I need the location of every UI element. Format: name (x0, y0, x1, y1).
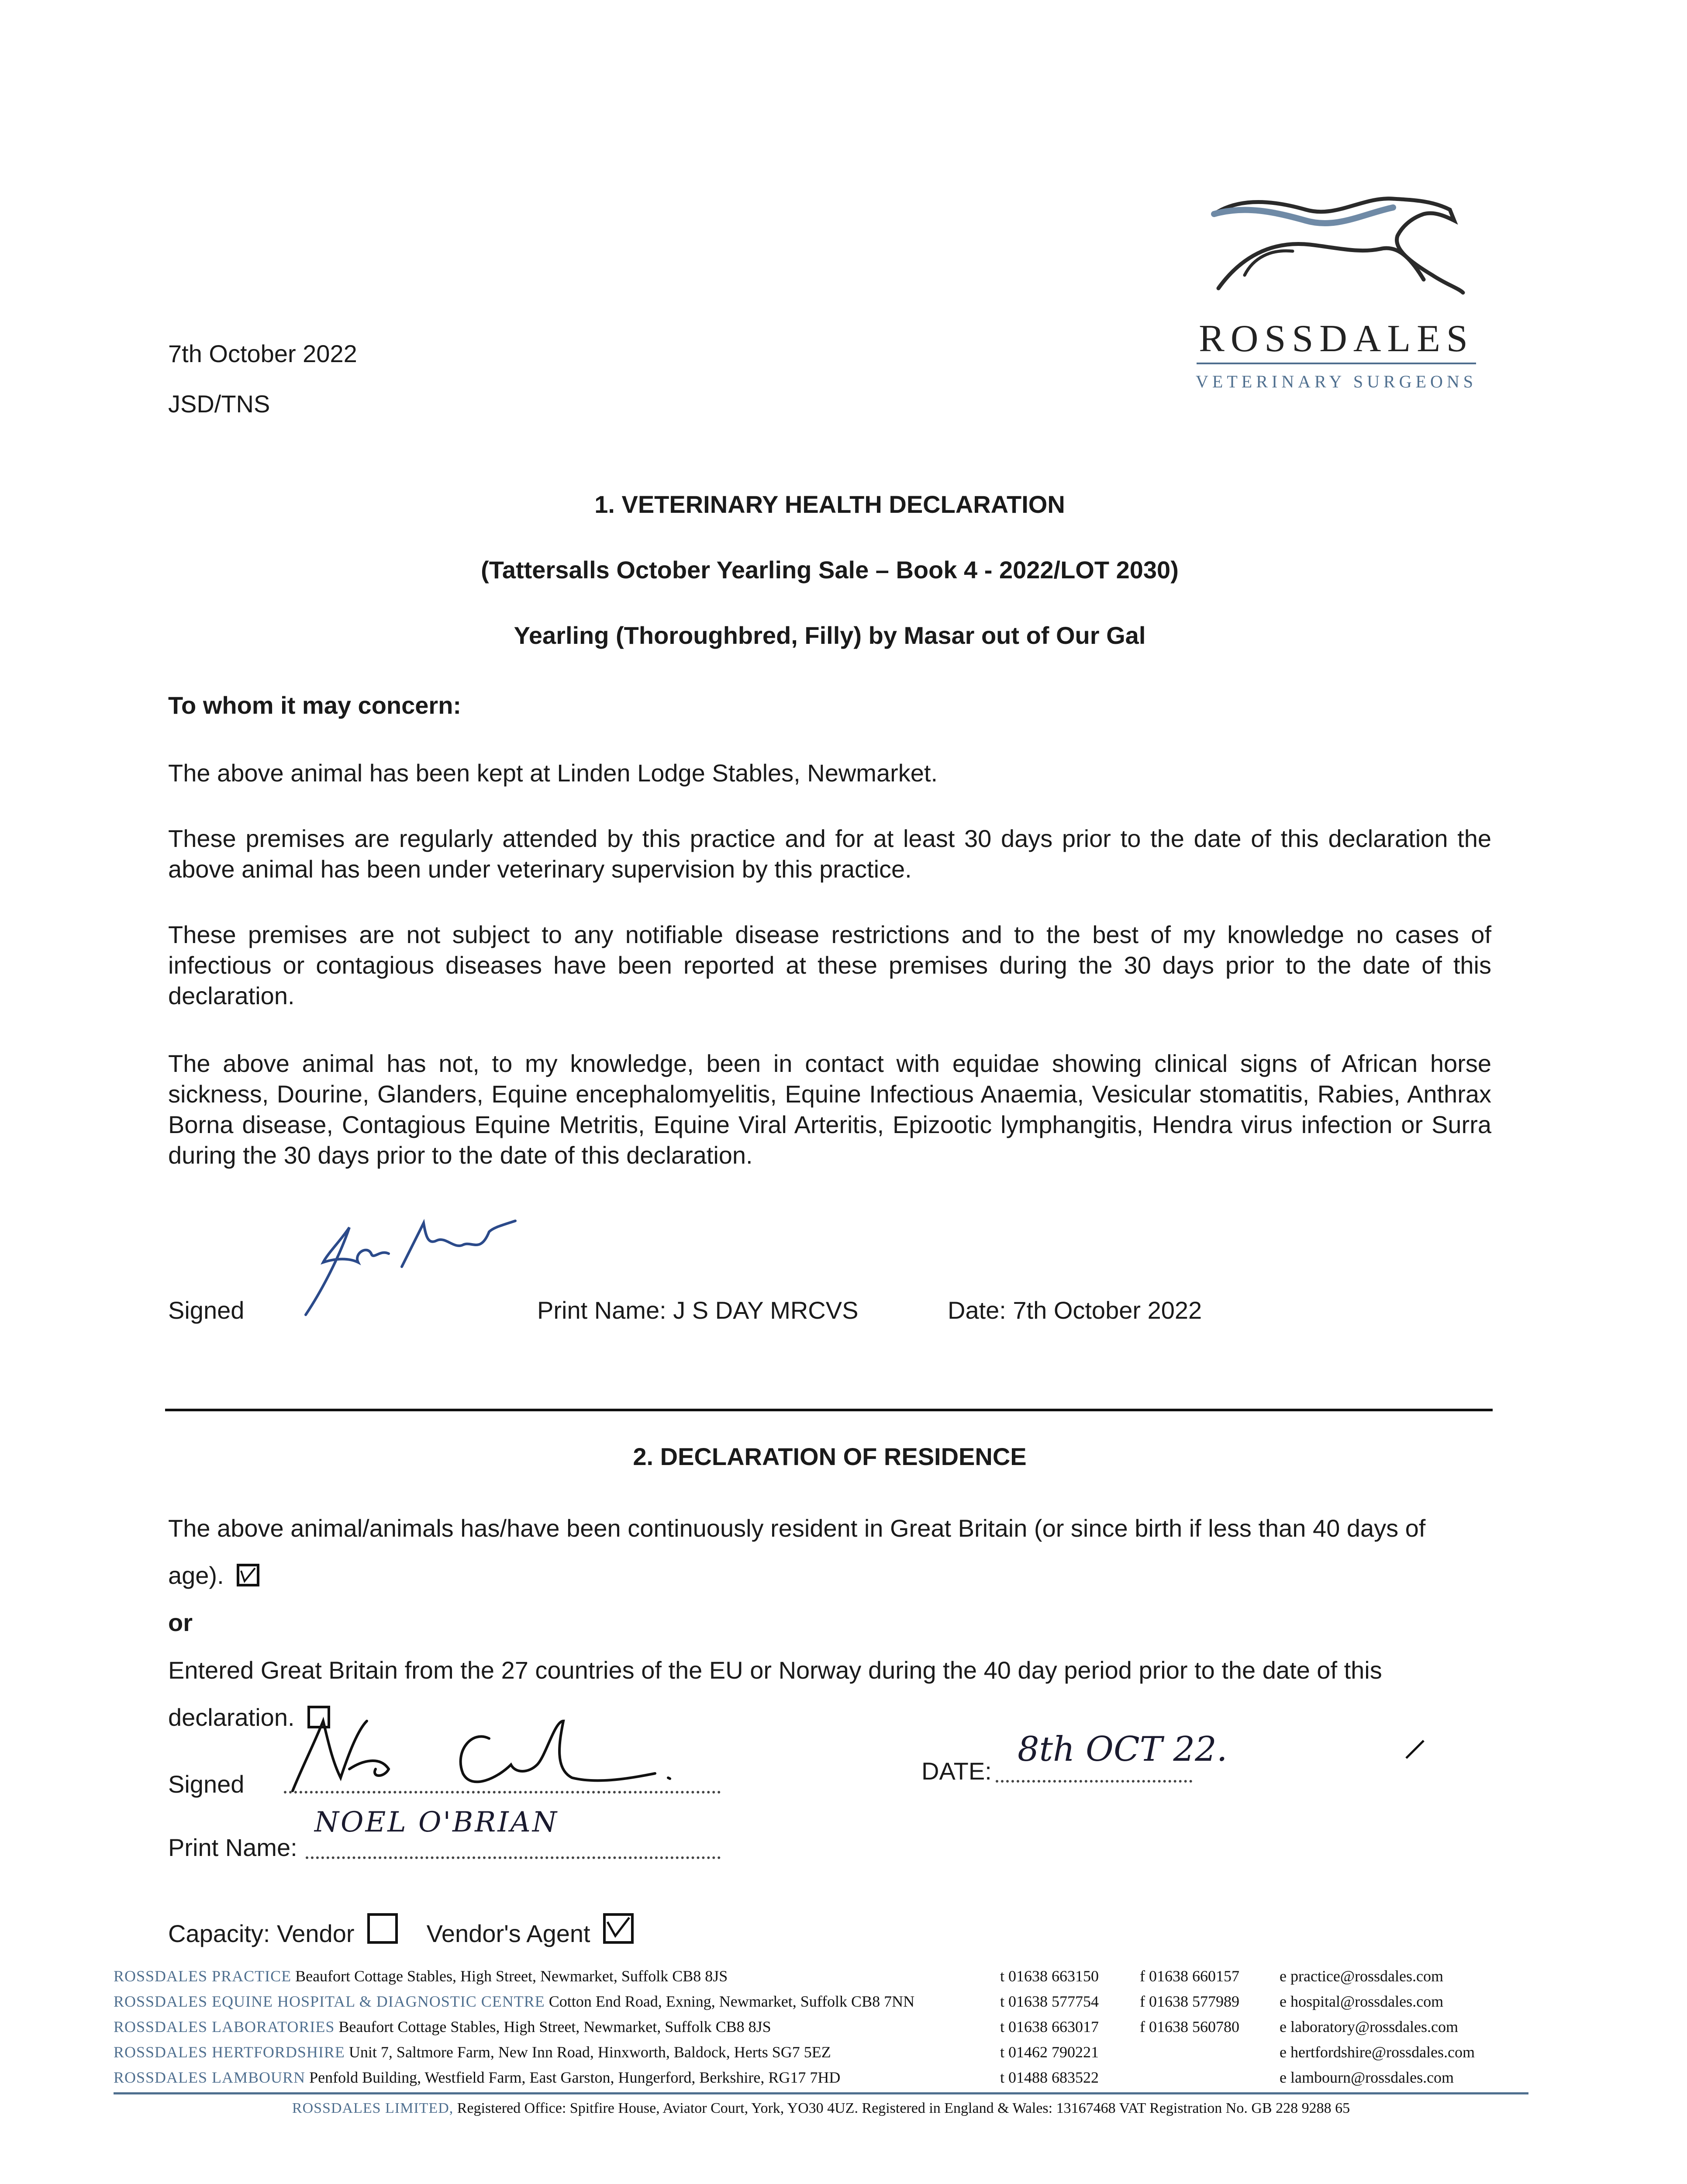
footer-branch-row: ROSSDALES PRACTICE Beaufort Cottage Stables, High Street, Newmarket, Suffolk CB8 8JS t 01638 663150 f 01638 660157 e practice@rossdales.com (114, 1963, 1555, 1989)
footer-branch-row: ROSSDALES LAMBOURN Penfold Building, Westfield Farm, East Garston, Hungerford, Berkshire, RG17 7HD t 01488 683522 e lambourn@rossdales.com (114, 2065, 1555, 2090)
footer-branch-row: ROSSDALES LABORATORIES Beaufort Cottage Stables, High Street, Newmarket, Suffolk CB8 8JS t 01638 663017 f 01638 560780 e laboratory@rossdales.com (114, 2014, 1555, 2039)
footer-branch-row: ROSSDALES HERTFORDSHIRE Unit 7, Saltmore Farm, New Inn Road, Hinxworth, Baldock, Herts SG7 5EZ t 01462 790221 e hertfordshire@rossdales.com (114, 2039, 1555, 2065)
checkmark-icon (239, 1566, 257, 1584)
signed-label: Signed (168, 1296, 245, 1324)
residence-signed-label: Signed (168, 1770, 245, 1798)
residence-option2-text: Entered Great Britain from the 27 countries of the EU or Norway during the 40 day period prior to the date of this declaration. (168, 1656, 1382, 1731)
laboratory-email-link[interactable]: e laboratory@rossdales.com (1280, 2018, 1459, 2035)
hospital-email-link[interactable]: e hospital@rossdales.com (1280, 1993, 1444, 2010)
footer-registered: ROSSDALES LIMITED, Registered Office: Spitfire House, Aviator Court, York, YO30 4UZ. Registered in England & Wales: 13167468 VAT Registration No. GB 228 9288 65 (292, 2100, 1350, 2116)
letter-date: 7th October 2022 (168, 340, 357, 367)
stray-pen-mark (1402, 1736, 1428, 1762)
paragraph-supervision: These premises are regularly attended by this practice and for at least 30 days prior to the date of this declaration the above animal has been under veterinary supervision by this practice. (168, 825, 1491, 883)
residence-option1-text: The above animal/animals has/have been continuously resident in Great Britain (or since birth if less than 40 days of age). (168, 1514, 1426, 1589)
letter-reference: JSD/TNS (168, 390, 270, 418)
footer-branches (114, 1963, 1555, 2090)
vet-signature (297, 1214, 524, 1328)
capacity-vendor-label: Capacity: Vendor (168, 1920, 355, 1947)
residence-date-handwritten: 8th OCT 22. (1018, 1730, 1228, 1769)
salutation: To whom it may concern: (168, 691, 462, 719)
lambourn-email-link[interactable]: e lambourn@rossdales.com (1280, 2069, 1454, 2086)
residence-print-name-line (306, 1856, 721, 1859)
paragraph-contact: The above animal has not, to my knowledge, been in contact with equidae showing clinical signs of African horse sickness, Dourine, Glanders, Equine encephalomyelitis, Equine Infectious Anaemia, Vesicular stomatitis, Rabies, Anthrax Borna disease, Contagious Equine Metritis, Equine Viral Arteritis, Epizootic lymphangitis, Hendra virus infection or Surra during the 30 days prior to the date of this declaration. (168, 1050, 1491, 1169)
logo-rule (1197, 363, 1476, 364)
section-divider (165, 1409, 1493, 1411)
footer-branch-row: ROSSDALES EQUINE HOSPITAL & DIAGNOSTIC CENTRE Cotton End Road, Exning, Newmarket, Suffolk CB8 7NN t 01638 577754 f 01638 577989 e hospital@rossdales.com (114, 1989, 1555, 2014)
vendor-checkbox[interactable] (367, 1913, 398, 1944)
vendors-agent-label: Vendor's Agent (426, 1920, 590, 1947)
residence-print-name-handwritten: NOEL O'BRIAN (314, 1806, 559, 1838)
section1-animal: Yearling (Thoroughbred, Filly) by Masar out of Our Gal (514, 622, 1146, 649)
vet-date: Date: 7th October 2022 (948, 1296, 1202, 1324)
or-label: or (168, 1609, 193, 1636)
logo-tagline: VETERINARY SURGEONS (1196, 372, 1477, 391)
practice-email-link[interactable]: e practice@rossdales.com (1280, 1967, 1443, 1985)
footer-rule (114, 2092, 1528, 2094)
hertfordshire-email-link[interactable]: e hertfordshire@rossdales.com (1280, 2043, 1475, 2061)
paragraph-kept-at: The above animal has been kept at Linden Lodge Stables, Newmarket. (168, 759, 938, 787)
vendors-agent-checkbox[interactable] (603, 1913, 634, 1944)
section1-subtitle: (Tattersalls October Yearling Sale – Book 4 - 2022/LOT 2030) (481, 556, 1179, 584)
capacity-row (168, 1913, 634, 1949)
horse-logo-icon (1205, 188, 1467, 314)
residence-option1 (168, 1505, 1426, 1599)
residence-date-line (996, 1780, 1192, 1783)
residence-date-label: DATE: (921, 1757, 992, 1785)
agent-signature (284, 1712, 686, 1795)
residence-print-name-label: Print Name: (168, 1834, 297, 1861)
section1-title: 1. VETERINARY HEALTH DECLARATION (594, 491, 1065, 518)
rossdales-logo (1179, 188, 1494, 406)
residence-option1-checkbox[interactable] (237, 1564, 259, 1586)
logo-wordmark: ROSSDALES (1199, 318, 1474, 360)
section2-title: 2. DECLARATION OF RESIDENCE (633, 1443, 1027, 1470)
vet-print-name: Print Name: J S DAY MRCVS (537, 1296, 859, 1324)
paragraph-restrictions: These premises are not subject to any notifiable disease restrictions and to the best of my knowledge no cases of infectious or contagious diseases have been reported at these premises during the 30 days prior to the date of this declaration. (168, 921, 1491, 1009)
checkmark-icon (606, 1916, 631, 1941)
